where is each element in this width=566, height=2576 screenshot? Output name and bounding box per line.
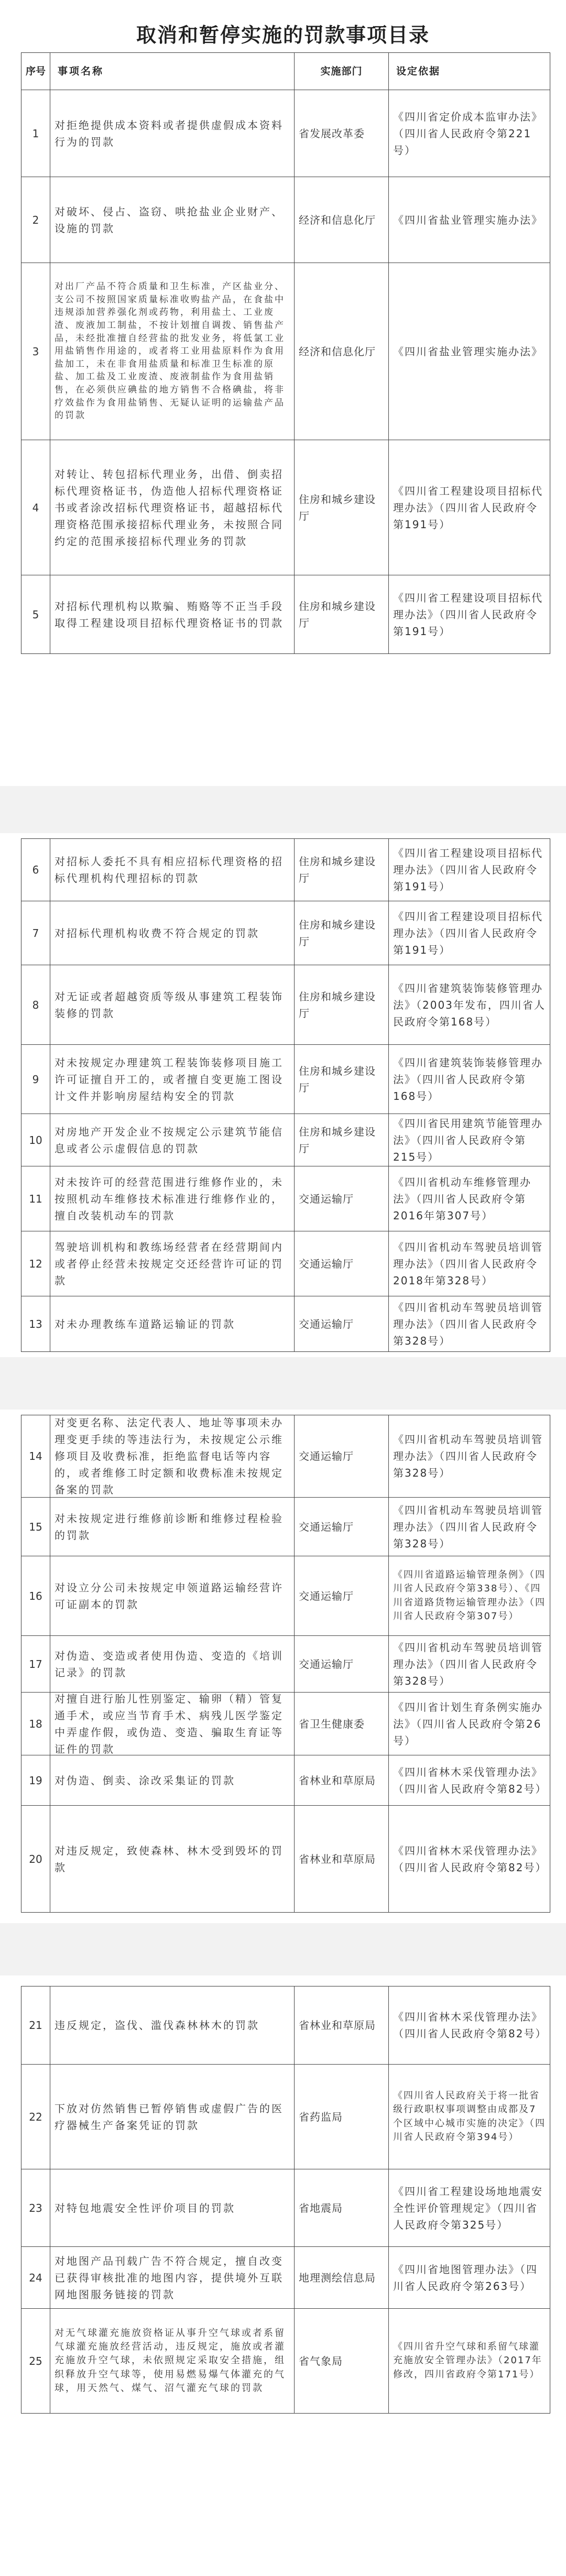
row-no: 4 — [21, 440, 50, 575]
row-dept: 经济和信息化厅 — [295, 263, 389, 440]
row-basis: 《四川省定价成本监审办法》（四川省人民政府令第221号） — [389, 90, 550, 177]
row-dept: 交通运输厅 — [295, 1556, 389, 1635]
row-dept: 住房和城乡建设厅 — [295, 1114, 389, 1166]
row-dept: 省气象局 — [295, 2309, 389, 2413]
row-dept: 交通运输厅 — [295, 1296, 389, 1351]
row-basis: 《四川省工程建设项目招标代理办法》（四川省人民政府令第191号） — [389, 575, 550, 653]
row-basis: 《四川省机动车驾驶员培训管理办法》（四川省人民政府令第328号） — [389, 1415, 550, 1497]
row-dept: 省林业和草原局 — [295, 1806, 389, 1912]
row-name: 对转让、转包招标代理业务，出借、倒卖招标代理资格证书，伪造他人招标代理资格证书或者涂改招标代理资格证书，超越招标代理资格范围承接招标代理业务，未按照合同约定的范围承接招标代理业务的罚款 — [50, 440, 295, 575]
row-no: 9 — [21, 1045, 50, 1114]
row-name: 对伪造、倒卖、涂改采集证的罚款 — [50, 1755, 295, 1805]
page-title: 取消和暂停实施的罚款事项目录 — [136, 23, 430, 47]
row-dept: 交通运输厅 — [295, 1498, 389, 1556]
table-section — [21, 1415, 550, 1913]
row-name: 对无证或者超越资质等级从事建筑工程装饰装修的罚款 — [50, 965, 295, 1044]
row-no: 8 — [21, 965, 50, 1044]
row-no: 6 — [21, 839, 50, 901]
row-dept: 省林业和草原局 — [295, 1755, 389, 1805]
row-no: 10 — [21, 1114, 50, 1166]
row-name: 对地图产品刊载广告不符合规定，擅自改变已获得审核批准的地图内容，提供境外互联网地图服务链接的罚款 — [50, 2247, 295, 2308]
table-row — [21, 965, 550, 1045]
table-row — [21, 1755, 550, 1806]
table-row — [21, 1556, 550, 1636]
table-header — [21, 52, 550, 90]
row-no: 5 — [21, 575, 50, 653]
table-row — [21, 1636, 550, 1693]
row-dept: 省发展改革委 — [295, 90, 389, 177]
page-gap — [0, 786, 566, 833]
table-row — [21, 1296, 550, 1352]
table-row — [21, 2169, 550, 2247]
table-row — [21, 1045, 550, 1114]
row-dept: 住房和城乡建设厅 — [295, 965, 389, 1044]
row-no: 12 — [21, 1231, 50, 1296]
table-section — [21, 52, 550, 654]
row-name: 对破坏、侵占、盗窃、哄抢盐业企业财产、设施的罚款 — [50, 177, 295, 263]
row-no: 3 — [21, 263, 50, 440]
table-row — [21, 440, 550, 575]
table-row — [21, 1806, 550, 1913]
row-no: 15 — [21, 1498, 50, 1556]
table-row — [21, 838, 550, 901]
row-name: 对拒绝提供成本资料或者提供虚假成本资料行为的罚款 — [50, 90, 295, 177]
row-basis: 《四川省计划生育条例实施办法》（四川省人民政府令第26号） — [389, 1693, 550, 1755]
row-name: 对出厂产品不符合质量和卫生标准，产区盐业分、支公司不按照国家质量标准收购盐产品，在食盐中违规添加营养强化剂或药物，利用盐土、工业废渣、废液加工制盐，不按计划擅自调拨、销售盐产品，未经批准擅自经营盐的批发业务，将低氯工业用盐销售作用途的，或者将工业用盐原料作为食用盐加工，未在非食用盐质量和标准卫生标准的原盐、加工盐及工业废渣、废液制盐作为食用盐销售，在必须供应碘盐的地方销售不合格碘盐，将非疗效盐作为食用盐销售、无疑认证明的运输盐产品的罚款 — [50, 263, 295, 440]
table-row — [21, 901, 550, 965]
row-basis: 《四川省机动车驾驶员培训管理办法》（四川省人民政府令第328号） — [389, 1296, 550, 1351]
table-row — [21, 1498, 550, 1556]
row-basis: 《四川省工程建设项目招标代理办法》（四川省人民政府令第191号） — [389, 839, 550, 901]
sheet-3 — [21, 1415, 550, 1913]
row-name: 对设立分公司未按规定申领道路运输经营许可证副本的罚款 — [50, 1556, 295, 1635]
row-no: 21 — [21, 1986, 50, 2064]
header-dept: 实施部门 — [295, 53, 389, 90]
row-no: 16 — [21, 1556, 50, 1635]
row-basis: 《四川省林木采伐管理办法》（四川省人民政府令第82号） — [389, 1755, 550, 1805]
row-no: 17 — [21, 1636, 50, 1692]
row-basis: 《四川省工程建设场地地震安全性评价管理规定》（四川省人民政府令第325号） — [389, 2169, 550, 2246]
row-basis: 《四川省升空气球和系留气球灌充施放安全管理办法》（2017年修改，四川省政府令第171号） — [389, 2309, 550, 2413]
table-row — [21, 90, 550, 177]
row-dept: 住房和城乡建设厅 — [295, 440, 389, 575]
table-row — [21, 575, 550, 654]
row-name: 对违反规定，致使森林、林木受到毁坏的罚款 — [50, 1806, 295, 1912]
row-basis: 《四川省道路运输管理条例》（四川省人民政府令第338号）、《四川省道路货物运输管理办法》（四川省人民政府令第307号） — [389, 1556, 550, 1635]
header-basis: 设定依据 — [389, 53, 550, 90]
row-no: 11 — [21, 1166, 50, 1231]
table-row — [21, 177, 550, 263]
row-name: 对招标代理机构以欺骗、贿赂等不正当手段取得工程建设项目招标代理资格证书的罚款 — [50, 575, 295, 653]
row-no: 18 — [21, 1693, 50, 1755]
row-name: 对无气球灌充施放资格证从事升空气球或者系留气球灌充施放经营活动，违反规定，施放或者灌充施放升空气球，未依照规定采取安全措施，组织释放升空气球等，使用易燃易爆气体灌充的气球，用天然气、煤气、沼气灌充气球的罚款 — [50, 2309, 295, 2413]
table-row — [21, 1231, 550, 1296]
row-name: 对招标代理机构收费不符合规定的罚款 — [50, 901, 295, 965]
row-dept: 住房和城乡建设厅 — [295, 839, 389, 901]
row-dept: 省林业和草原局 — [295, 1986, 389, 2064]
row-no: 1 — [21, 90, 50, 177]
row-dept: 住房和城乡建设厅 — [295, 575, 389, 653]
sheet-4 — [21, 1986, 550, 2414]
row-no: 24 — [21, 2247, 50, 2308]
row-basis: 《四川省盐业管理实施办法》 — [389, 263, 550, 440]
row-basis: 《四川省机动车驾驶员培训管理办法》（四川省人民政府令2018年第328号） — [389, 1231, 550, 1296]
row-name: 下放对仿然销售已暂停销售或虚假广告的医疗器械生产备案凭证的罚款 — [50, 2065, 295, 2169]
row-basis: 《四川省机动车维修管理办法》（四川省人民政府令第2016年第307号） — [389, 1166, 550, 1231]
row-no: 19 — [21, 1755, 50, 1805]
header-no: 序号 — [21, 53, 50, 90]
row-dept: 交通运输厅 — [295, 1231, 389, 1296]
row-name: 对未办理教练车道路运输证的罚款 — [50, 1296, 295, 1351]
row-name: 对特包地震安全性评价项目的罚款 — [50, 2169, 295, 2246]
row-basis: 《四川省地图管理办法》（四川省人民政府令第263号） — [389, 2247, 550, 2308]
row-name: 对未按规定办理建筑工程装饰装修项目施工许可证擅自开工的，或者擅自变更施工图设计文件并影响房屋结构安全的罚款 — [50, 1045, 295, 1114]
row-name: 对擅自进行胎儿性别鉴定、输卵（精）管复通手术，或应当节育手术、病残儿医学鉴定中弄虚作假，或伪造、变造、骗取生育证等证件的罚款 — [50, 1693, 295, 1755]
row-dept: 省药监局 — [295, 2065, 389, 2169]
table-row — [21, 1415, 550, 1498]
row-no: 2 — [21, 177, 50, 263]
row-basis: 《四川省机动车驾驶员培训管理办法》（四川省人民政府令第328号） — [389, 1636, 550, 1692]
row-basis: 《四川省林木采伐管理办法》（四川省人民政府令第82号） — [389, 1986, 550, 2064]
row-dept: 住房和城乡建设厅 — [295, 901, 389, 965]
row-name: 对变更名称、法定代表人、地址等事项未办理变更手续的等违法行为，未按规定公示维修项目及收费标准，拒绝监督电话等内容的，或者维修工时定额和收费标准未按规定备案的罚款 — [50, 1415, 295, 1497]
table-row — [21, 1166, 550, 1231]
row-no: 25 — [21, 2309, 50, 2413]
page-gap — [0, 1357, 566, 1410]
row-name: 驾驶培训机构和教练场经营者在经营期间内或者停止经营未按规定交还经营许可证的罚款 — [50, 1231, 295, 1296]
table-row — [21, 1986, 550, 2065]
row-dept: 地理测绘信息局 — [295, 2247, 389, 2308]
table-row — [21, 2065, 550, 2169]
row-dept: 交通运输厅 — [295, 1166, 389, 1231]
row-dept: 经济和信息化厅 — [295, 177, 389, 263]
table-row — [21, 263, 550, 440]
page-gap — [0, 1923, 566, 1975]
table-row — [21, 1693, 550, 1755]
row-name: 对招标人委托不具有相应招标代理资格的招标代理机构代理招标的罚款 — [50, 839, 295, 901]
sheet-1 — [21, 52, 550, 654]
row-no: 20 — [21, 1806, 50, 1912]
row-basis: 《四川省工程建设项目招标代理办法》（四川省人民政府令第191号） — [389, 440, 550, 575]
row-basis: 《四川省建筑装饰装修管理办法》（2003年发布，四川省人民政府令第168号） — [389, 965, 550, 1044]
row-no: 22 — [21, 2065, 50, 2169]
row-name: 对伪造、变造或者使用伪造、变造的《培训记录》的罚款 — [50, 1636, 295, 1692]
row-basis: 《四川省盐业管理实施办法》 — [389, 177, 550, 263]
table-row — [21, 2309, 550, 2414]
row-dept: 交通运输厅 — [295, 1636, 389, 1692]
row-no: 13 — [21, 1296, 50, 1351]
row-dept: 交通运输厅 — [295, 1415, 389, 1497]
row-basis: 《四川省建筑装饰装修管理办法》（四川省人民政府令第168号） — [389, 1045, 550, 1114]
row-no: 23 — [21, 2169, 50, 2246]
row-basis: 《四川省林木采伐管理办法》（四川省人民政府令第82号） — [389, 1806, 550, 1912]
row-no: 7 — [21, 901, 50, 965]
row-no: 14 — [21, 1415, 50, 1497]
table-row — [21, 2247, 550, 2309]
row-dept: 省卫生健康委 — [295, 1693, 389, 1755]
row-dept: 住房和城乡建设厅 — [295, 1045, 389, 1114]
row-basis: 《四川省机动车驾驶员培训管理办法》（四川省人民政府令第328号） — [389, 1498, 550, 1556]
table-row — [21, 1114, 550, 1166]
row-name: 对房地产开发企业不按规定公示建筑节能信息或者公示虚假信息的罚款 — [50, 1114, 295, 1166]
sheet-2 — [21, 838, 550, 1352]
row-name: 对未按许可的经营范围进行维修作业的，未按照机动车维修技术标准进行维修作业的，擅自改装机动车的罚款 — [50, 1166, 295, 1231]
row-basis: 《四川省人民政府关于将一批省级行政职权事项调整由成都及7个区域中心城市实施的决定》（四川省人民政府令第394号） — [389, 2065, 550, 2169]
row-name: 违反规定，盗伐、滥伐森林林木的罚款 — [50, 1986, 295, 2064]
row-name: 对未按规定进行维修前诊断和维修过程检验的罚款 — [50, 1498, 295, 1556]
row-basis: 《四川省工程建设项目招标代理办法》（四川省人民政府令第191号） — [389, 901, 550, 965]
header-name: 事项名称 — [50, 53, 295, 90]
table-section — [21, 838, 550, 1352]
row-basis: 《四川省民用建筑节能管理办法》（四川省人民政府令第215号） — [389, 1114, 550, 1166]
row-dept: 省地震局 — [295, 2169, 389, 2246]
table-section — [21, 1986, 550, 2414]
